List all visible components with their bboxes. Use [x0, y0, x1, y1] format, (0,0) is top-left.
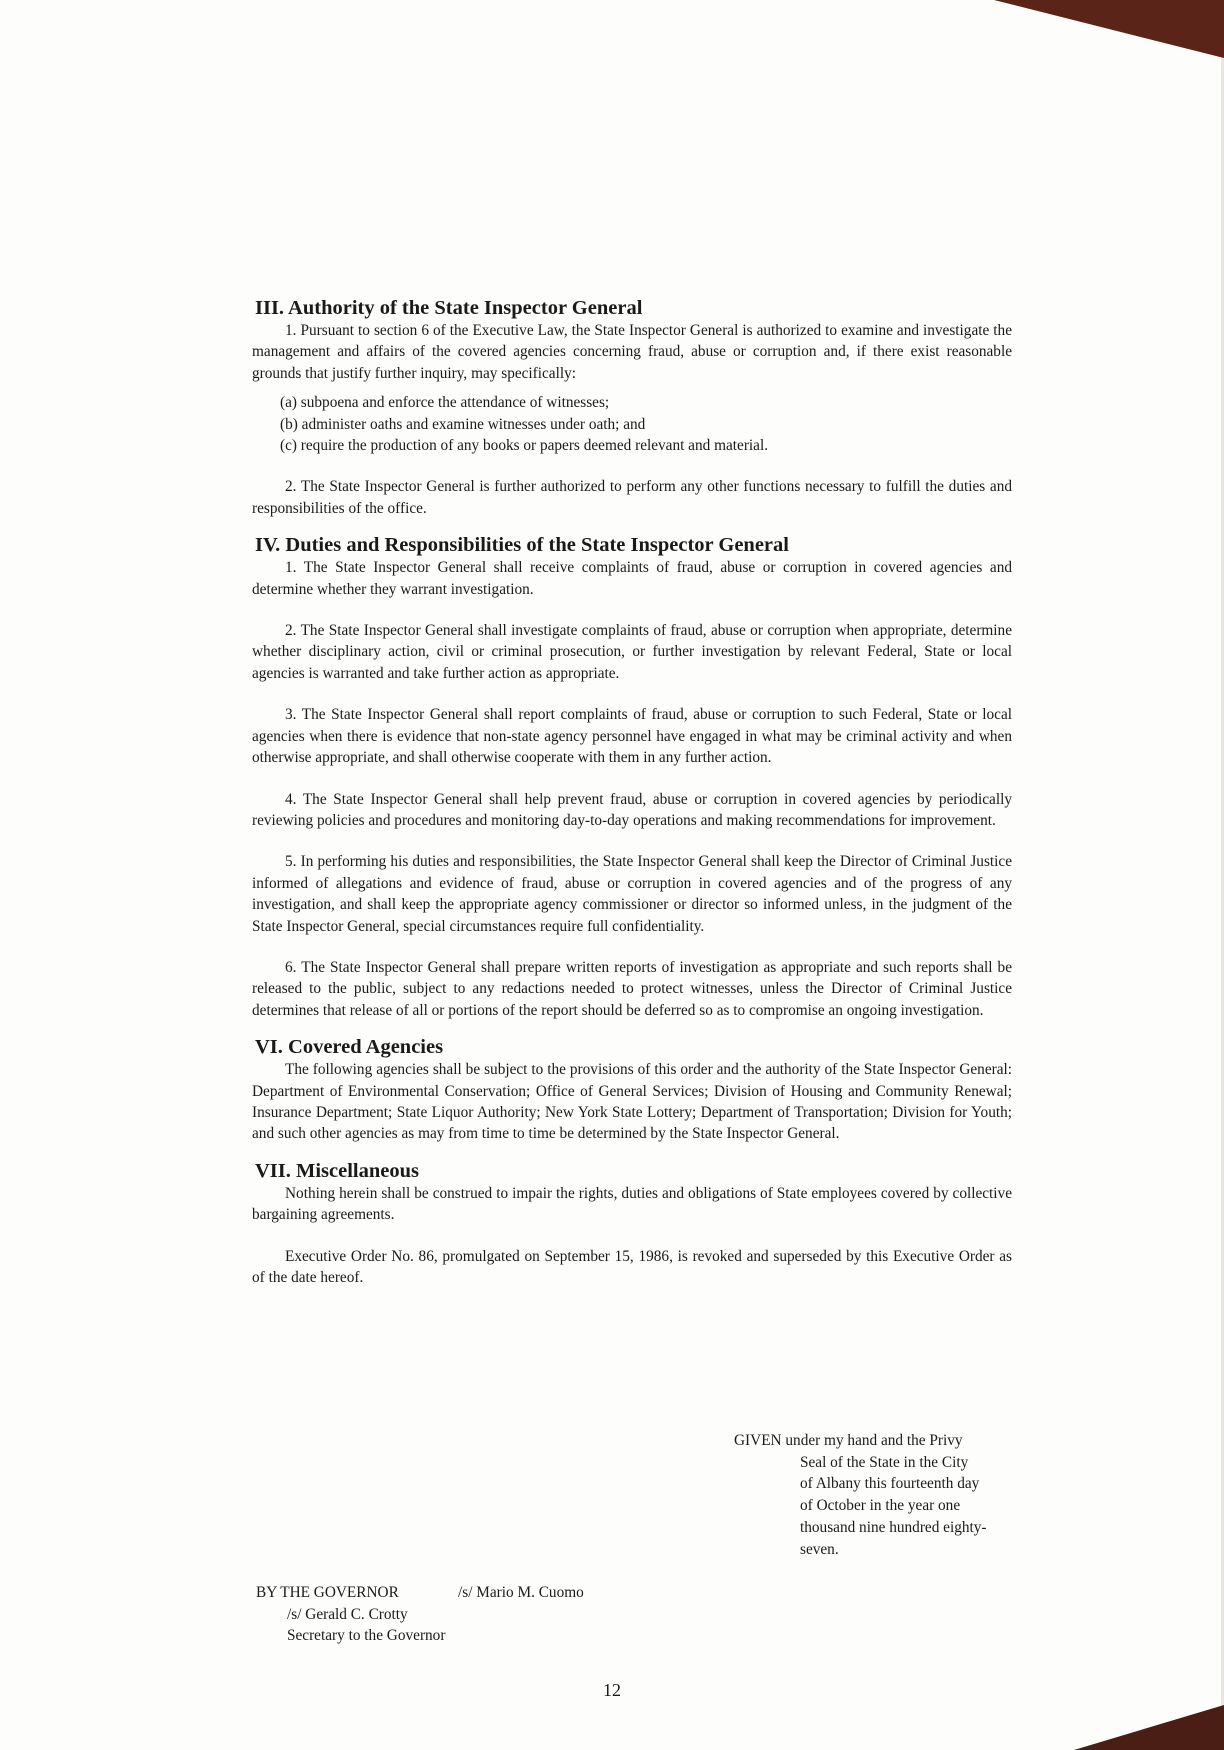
section-vii-paragraph-1: Nothing herein shall be construed to impair the rights, duties and obligations of State employees covered by collective bargaining agreements. — [252, 1184, 1012, 1224]
section-heading-iii: III. Authority of the State Inspector General — [255, 297, 643, 319]
section-iii-paragraph-2: 2. The State Inspector General is further authorized to perform any other functions necessary to fulfill the duties and responsibilities of the office. — [252, 478, 1012, 517]
section-vii-paragraph-2: Executive Order No. 86, promulgated on September 15, 1986, is revoked and superseded by this Executive Order as of the date hereof. — [252, 1247, 1012, 1286]
section-heading-iv: IV. Duties and Responsibilities of the State Inspector General — [255, 534, 789, 557]
given-line: of October in the year one — [800, 1497, 961, 1515]
section-iv-paragraph-4: 4. The State Inspector General shall help prevent fraud, abuse or corruption in covered agencies by periodically reviewing policies and procedures and monitoring day-to-day operations and making recommendations for improvement. — [252, 790, 1012, 829]
section-iii-list — [280, 392, 1012, 456]
governor-signature: /s/ Mario M. Cuomo — [458, 1584, 584, 1601]
section-vi-paragraph-1: The following agencies shall be subject to the provisions of this order and the authority of the State Inspector General: Department of Environmental Conservation; Office of General Services; Division of Housing and Community Renewal; Insurance Department; State Liquor Authority; New York State Lottery; Department of Transportation; Division for Youth; and such other agencies as may from time to time be determined by the State Inspector General. — [252, 1061, 1012, 1143]
given-line: seven. — [800, 1540, 839, 1558]
signature-block — [256, 1582, 676, 1647]
list-item: (c) require the production of any books or papers deemed relevant and material. — [280, 437, 769, 455]
section-heading-vi: VI. Covered Agencies — [255, 1036, 444, 1059]
list-item: (a) subpoena and enforce the attendance of witnesses; — [280, 394, 610, 412]
given-line: GIVEN under my hand and the Privy — [734, 1432, 963, 1449]
section-iv-paragraph-5: 5. In performing his duties and responsibilities, the State Inspector General shall keep the Director of Criminal Justice informed of allegations and evidence of fraud, abuse or corruption in covered agencies and of the progress of any investigation, and shall keep the appropriate agency commissioner or director so informed unless, in the judgment of the State Inspector General, special circumstances require full confidentiality. — [252, 853, 1012, 935]
by-the-governor-label: BY THE GOVERNOR — [256, 1584, 399, 1601]
given-line: Seal of the State in the City — [800, 1453, 969, 1471]
given-line: thousand nine hundred eighty- — [800, 1518, 987, 1536]
secretary-title: Secretary to the Governor — [287, 1627, 446, 1645]
secretary-signature: /s/ Gerald C. Crotty — [287, 1605, 408, 1623]
section-heading-vii: VII. Miscellaneous — [255, 1159, 419, 1182]
scan-corner-top-right — [994, 0, 1224, 58]
section-iv-paragraph-1: 1. The State Inspector General shall receive complaints of fraud, abuse or corruption in covered agencies and determine whether they warrant investigation. — [252, 559, 1012, 598]
section-iv-paragraph-6: 6. The State Inspector General shall prepare written reports of investigation as appropriate and such reports shall be released to the public, subject to any redactions needed to protect witnesses, unless the Director of Criminal Justice determines that release of all or portions of the report should be deferred so as to compromise an ongoing investigation. — [252, 958, 1012, 1019]
document-body — [252, 296, 1012, 1288]
section-iii-paragraph-1: 1. Pursuant to section 6 of the Executive Law, the State Inspector General is authorized to examine and investigate the management and affairs of the covered agencies concerning fraud, abuse or corruption and, if there exist reasonable grounds that justify further inquiry, may specifically: — [252, 322, 1012, 382]
scan-corner-bottom-right — [1074, 1705, 1224, 1750]
section-iv-paragraph-3: 3. The State Inspector General shall report complaints of fraud, abuse or corruption to such Federal, State or local agencies when there is evidence that non-state agency personnel have engaged in what may be criminal activity and when otherwise appropriate, and shall otherwise cooperate with them in any further action. — [252, 706, 1012, 767]
section-iv-paragraph-2: 2. The State Inspector General shall investigate complaints of fraud, abuse or corruption when appropriate, determine whether disciplinary action, civil or criminal prosecution, or further investigation by relevant Federal, State or local agencies is warranted and take further action as appropriate. — [252, 622, 1012, 682]
given-under-hand-clause — [734, 1430, 1024, 1560]
list-item: (b) administer oaths and examine witnesses under oath; and — [280, 415, 646, 433]
page-number: 12 — [603, 1680, 621, 1700]
governor-signature-row — [256, 1582, 676, 1604]
given-line: of Albany this fourteenth day — [800, 1475, 980, 1493]
